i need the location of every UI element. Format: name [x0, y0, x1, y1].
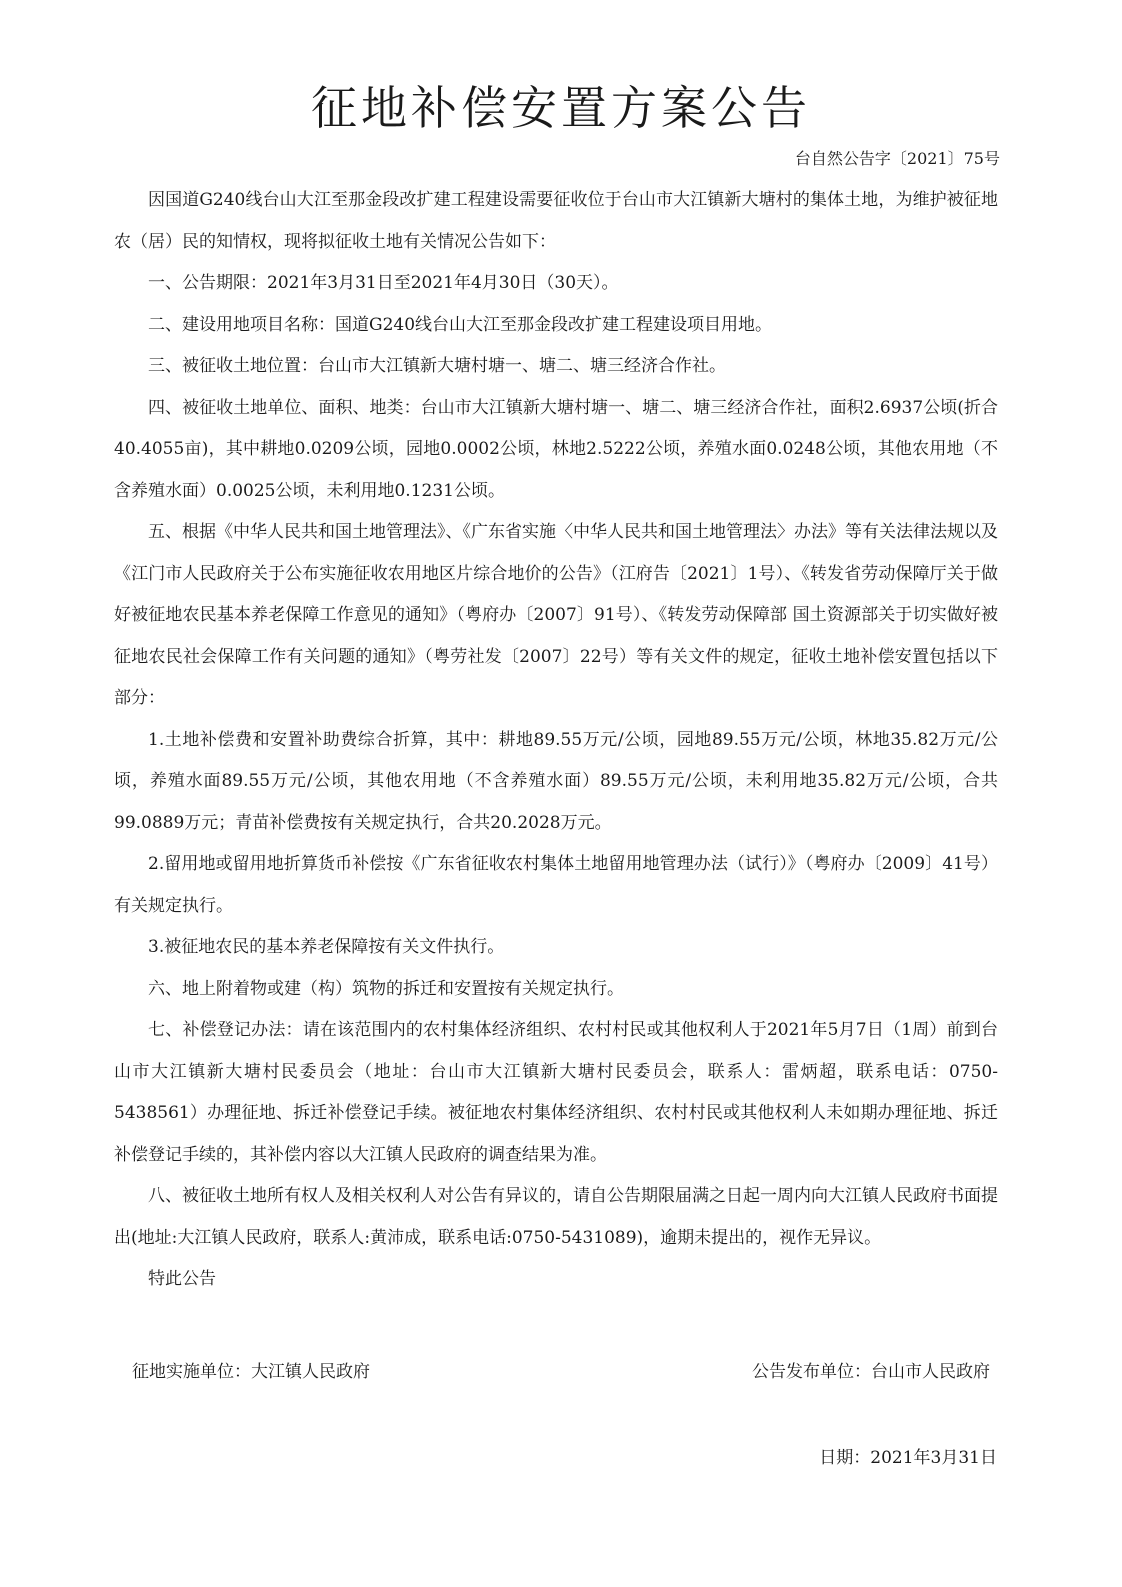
- closing-phrase: 特此公告: [148, 1269, 216, 1289]
- item-reserved-land: 2.留用地或留用地折算货币补偿按《广东省征收农村集体土地留用地管理办法（试行）》（粤府办〔2009〕41号）有关规定执行。: [114, 854, 998, 916]
- section-project-name: 二、建设用地项目名称：国道G240线台山大江至那金段改扩建工程建设项目用地。: [148, 314, 773, 335]
- section-objection: 八、被征收土地所有权人及相关权利人对公告有异议的，请自公告期限届满之日起一周内向大江镇人民政府书面提出(地址:大江镇人民政府，联系人:黄沛成，联系电话:0750-5431089)，逾期未提出的，视作无异议。: [114, 1186, 998, 1248]
- section-land-location: 三、被征收土地位置：台山市大江镇新大塘村塘一、塘二、塘三经济合作社。: [148, 356, 726, 376]
- section-announcement-period: 一、公告期限：2021年3月31日至2021年4月30日（30天）。: [148, 273, 619, 293]
- implementing-unit: 征地实施单位：大江镇人民政府: [132, 1362, 370, 1382]
- announcement-body: [114, 180, 998, 1301]
- section-land-area-type: 四、被征收土地单位、面积、地类：台山市大江镇新大塘村塘一、塘二、塘三经济合作社，面积2.6937公顷(折合40.4055亩)，其中耕地0.0209公顷，园地0.0002公顷，林地2.5222公顷，养殖水面0.0248公顷，其他农用地（不含养殖水面）0.0025公顷，未利用地0.1231公顷。: [114, 397, 998, 501]
- section-demolition: 六、地上附着物或建（构）筑物的拆迁和安置按有关规定执行。: [148, 978, 624, 999]
- section-registration: 七、补偿登记办法：请在该范围内的农村集体经济组织、农村村民或其他权利人于2021年5月7日（1周）前到台山市大江镇新大塘村民委员会（地址：台山市大江镇新大塘村民委员会，联系人：雷炳超，联系电话：0750-5438561）办理征地、拆迁补偿登记手续。被征地农村集体经济组织、农村村民或其他权利人未如期办理征地、拆迁补偿登记手续的，其补偿内容以大江镇人民政府的调查结果为准。: [114, 1020, 998, 1165]
- item-pension-security: 3.被征地农民的基本养老保障按有关文件执行。: [148, 937, 505, 957]
- intro-paragraph: 因国道G240线台山大江至那金段改扩建工程建设需要征收位于台山市大江镇新大塘村的集体土地，为维护被征地农（居）民的知情权，现将拟征收土地有关情况公告如下：: [114, 190, 998, 252]
- section-legal-basis: 五、根据《中华人民共和国土地管理法》、《广东省实施〈中华人民共和国土地管理法〉办法》等有关法律法规以及《江门市人民政府关于公布实施征收农用地区片综合地价的公告》（江府告〔2021〕1号）、《转发省劳动保障厅关于做好被征地农民基本养老保障工作意见的通知》（粤府办〔2007〕91号）、《转发劳动保障部 国土资源部关于切实做好被征地农民社会保障工作有关问题的通知》（粤劳社发〔2007〕22号）等有关文件的规定，征收土地补偿安置包括以下部分：: [114, 522, 998, 708]
- publish-date: 日期：2021年3月31日: [819, 1448, 997, 1468]
- publishing-unit: 公告发布单位：台山市人民政府: [752, 1362, 990, 1382]
- item-compensation-fees: 1.土地补偿费和安置补助费综合折算，其中：耕地89.55万元/公顷，园地89.55万元/公顷，林地35.82万元/公顷，养殖水面89.55万元/公顷，其他农用地（不含养殖水面）89.55万元/公顷，未利用地35.82万元/公顷，合共99.0889万元；青苗补偿费按有关规定执行，合共20.2028万元。: [114, 729, 998, 833]
- document-number: 台自然公告字〔2021〕75号: [794, 149, 1000, 168]
- page-title: 征地补偿安置方案公告: [311, 81, 811, 135]
